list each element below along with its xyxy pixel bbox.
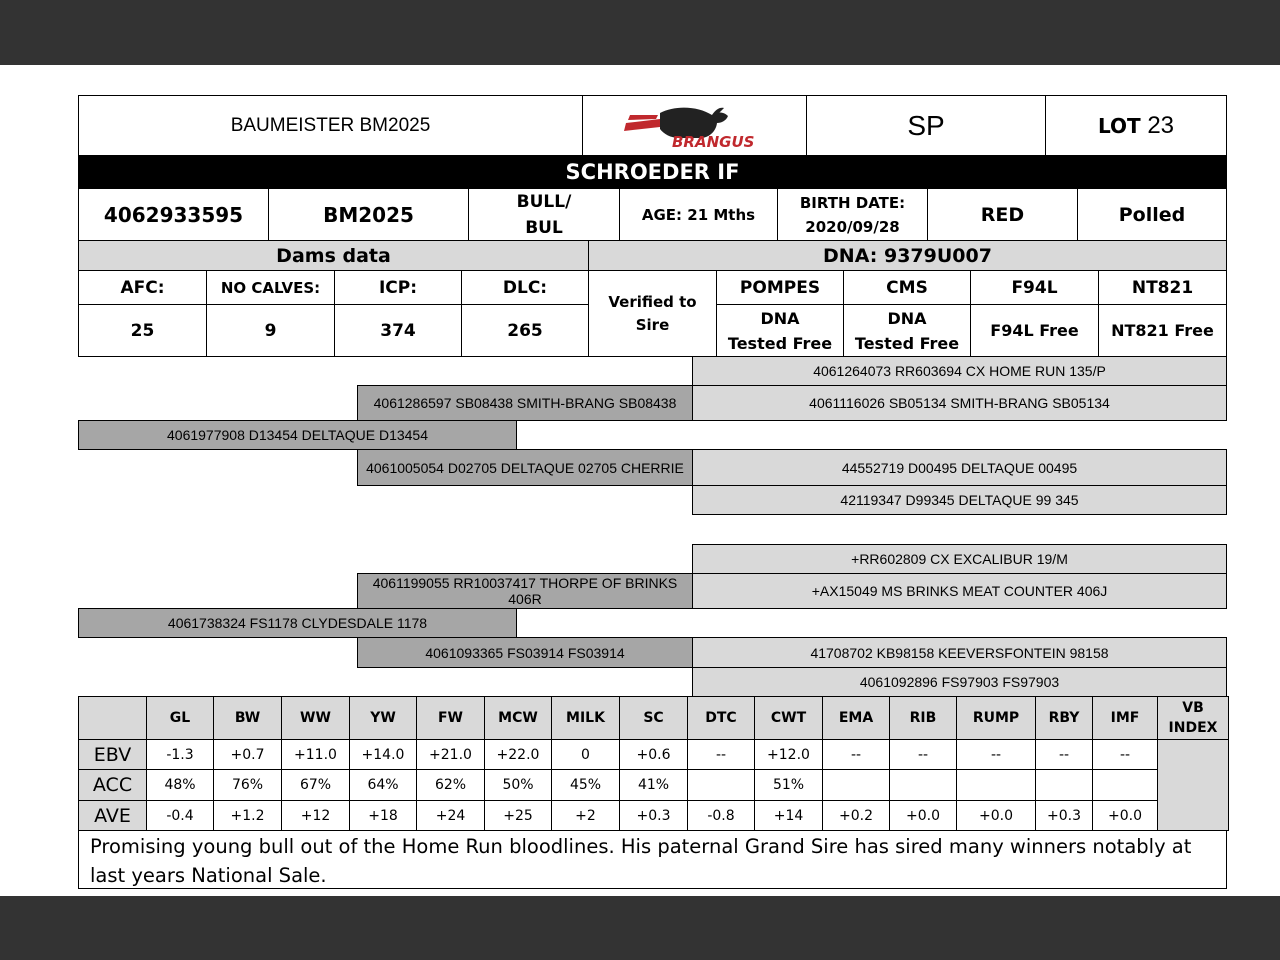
- pompes-line2: Tested Free: [727, 333, 833, 353]
- lot-number: 23: [1147, 111, 1175, 139]
- ave-cell: +0.3: [620, 801, 688, 831]
- dlc-header: DLC:: [461, 270, 589, 305]
- ave-cell: +18: [350, 801, 417, 831]
- ebv-row: [79, 740, 1229, 770]
- col-rby: RBY: [1036, 697, 1093, 740]
- acc-cell: 67%: [282, 770, 350, 801]
- ebv-header-row: [79, 697, 1229, 740]
- col-sc: SC: [620, 697, 688, 740]
- cms-value: [843, 304, 971, 357]
- f94l-header: F94L: [970, 270, 1099, 305]
- animal-name: BAUMEISTER BM2025: [78, 95, 583, 156]
- pompes-value: [716, 304, 844, 357]
- icp-header: ICP:: [334, 270, 462, 305]
- ave-row: [79, 801, 1229, 831]
- col-vb-index: [1158, 697, 1229, 740]
- lot-label: LOT: [1097, 113, 1141, 138]
- acc-cell: [823, 770, 890, 801]
- ebv-cell: --: [957, 740, 1036, 770]
- f94l-value: F94L Free: [970, 304, 1099, 357]
- ped-dd-dam: 4061092896 FS97903 FS97903: [692, 667, 1227, 697]
- ped-ds-dam: +AX15049 MS BRINKS MEAT COUNTER 406J: [692, 573, 1227, 609]
- ped-ss-sire: 4061264073 RR603694 CX HOME RUN 135/P: [692, 356, 1227, 386]
- ebv-cell: --: [688, 740, 755, 770]
- ped-ss-dam: 4061116026 SB05134 SMITH-BRANG SB05134: [692, 385, 1227, 421]
- sex-line2: BUL: [525, 217, 563, 238]
- acc-cell: 62%: [417, 770, 485, 801]
- ave-cell: +14: [755, 801, 823, 831]
- logo-text: BRANGUS: [671, 132, 754, 151]
- col-cwt: CWT: [755, 697, 823, 740]
- acc-cell: 50%: [485, 770, 552, 801]
- ebv-cell: 0: [552, 740, 620, 770]
- ped-ds-sire: +RR602809 CX EXCALIBUR 19/M: [692, 544, 1227, 574]
- bottom-bar: [0, 896, 1280, 960]
- col-rump: RUMP: [957, 697, 1036, 740]
- bull-logo-icon: [620, 101, 770, 151]
- ped-sire-sire: 4061286597 SB08438 SMITH-BRANG SB08438: [357, 385, 693, 421]
- pompes-line1: DNA: [760, 308, 800, 328]
- col-gl: GL: [147, 697, 214, 740]
- ebv-cell: +0.6: [620, 740, 688, 770]
- ped-sire-dam: 4061005054 D02705 DELTAQUE 02705 CHERRIE: [357, 449, 693, 486]
- sex-cell: [468, 188, 620, 241]
- ave-cell: +1.2: [214, 801, 282, 831]
- col-fw: FW: [417, 697, 485, 740]
- ebv-cell: +22.0: [485, 740, 552, 770]
- acc-cell: 48%: [147, 770, 214, 801]
- ave-cell: +2: [552, 801, 620, 831]
- vb-line2: INDEX: [1168, 720, 1218, 736]
- dlc-value: 265: [461, 304, 589, 357]
- dams-title: Dams data: [78, 240, 589, 271]
- acc-cell: [1036, 770, 1093, 801]
- nt821-value: NT821 Free: [1098, 304, 1227, 357]
- ebv-cell: +14.0: [350, 740, 417, 770]
- comment-text: Promising young bull out of the Home Run bloodlines. His paternal Grand Sire has sired many winners notably at last years National Sale.: [78, 830, 1227, 889]
- col-imf: IMF: [1093, 697, 1158, 740]
- col-rib: RIB: [890, 697, 957, 740]
- row-label-ave: AVE: [79, 801, 147, 831]
- acc-row: [79, 770, 1229, 801]
- animal-id: 4062933595: [78, 188, 269, 241]
- cms-header: CMS: [843, 270, 971, 305]
- ped-dd-sire: 41708702 KB98158 KEEVERSFONTEIN 98158: [692, 637, 1227, 668]
- ped-sire: 4061977908 D13454 DELTAQUE D13454: [78, 420, 517, 450]
- acc-cell: 51%: [755, 770, 823, 801]
- ped-sd-dam: 42119347 D99345 DELTAQUE 99 345: [692, 485, 1227, 515]
- ave-cell: +0.0: [890, 801, 957, 831]
- acc-cell: 41%: [620, 770, 688, 801]
- acc-cell: 45%: [552, 770, 620, 801]
- dna-title: DNA: 9379U007: [588, 240, 1227, 271]
- acc-cell: [957, 770, 1036, 801]
- ave-cell: -0.4: [147, 801, 214, 831]
- ebv-table: [78, 696, 1229, 831]
- ebv-cell: --: [890, 740, 957, 770]
- ave-cell: +0.0: [1093, 801, 1158, 831]
- birth-label: BIRTH DATE:: [799, 193, 906, 212]
- ebv-cell: +11.0: [282, 740, 350, 770]
- col-ema: EMA: [823, 697, 890, 740]
- no-calves-value: 9: [206, 304, 335, 357]
- ebv-cell: --: [1093, 740, 1158, 770]
- acc-cell: 76%: [214, 770, 282, 801]
- afc-header: AFC:: [78, 270, 207, 305]
- nt821-header: NT821: [1098, 270, 1227, 305]
- vb-index-value: [1158, 740, 1229, 831]
- page-title: SCHROEDER IF: [78, 156, 1227, 188]
- ave-cell: +25: [485, 801, 552, 831]
- col-milk: MILK: [552, 697, 620, 740]
- ebv-cell: +21.0: [417, 740, 485, 770]
- ebv-cell: +12.0: [755, 740, 823, 770]
- birth-cell: [777, 188, 928, 241]
- ave-cell: +0.0: [957, 801, 1036, 831]
- top-bar: [0, 0, 1280, 65]
- acc-cell: [688, 770, 755, 801]
- ave-cell: +0.2: [823, 801, 890, 831]
- no-calves-header: NO CALVES:: [206, 270, 335, 305]
- icp-value: 374: [334, 304, 462, 357]
- verified-line1: Verified to: [608, 292, 697, 311]
- ebv-cell: -1.3: [147, 740, 214, 770]
- acc-cell: [890, 770, 957, 801]
- col-bw: BW: [214, 697, 282, 740]
- ped-dam-dam: 4061093365 FS03914 FS03914: [357, 637, 693, 668]
- acc-cell: [1093, 770, 1158, 801]
- col-mcw: MCW: [485, 697, 552, 740]
- corner-cell: [79, 697, 147, 740]
- pompes-header: POMPES: [716, 270, 844, 305]
- col-yw: YW: [350, 697, 417, 740]
- horn-status: Polled: [1077, 188, 1227, 241]
- col-dtc: DTC: [688, 697, 755, 740]
- col-ww: WW: [282, 697, 350, 740]
- color: RED: [927, 188, 1078, 241]
- sex-line1: BULL/: [516, 191, 572, 212]
- age: AGE: 21 Mths: [619, 188, 778, 241]
- brangus-logo: [582, 95, 807, 156]
- ave-cell: +0.3: [1036, 801, 1093, 831]
- vb-line1: VB: [1182, 700, 1204, 716]
- row-label-ebv: EBV: [79, 740, 147, 770]
- verified-line2: Sire: [635, 315, 670, 334]
- animal-tag: BM2025: [268, 188, 469, 241]
- ave-cell: +24: [417, 801, 485, 831]
- cms-line1: DNA: [887, 308, 927, 328]
- ped-sd-sire: 44552719 D00495 DELTAQUE 00495: [692, 449, 1227, 486]
- ebv-cell: +0.7: [214, 740, 282, 770]
- ebv-cell: --: [1036, 740, 1093, 770]
- cms-line2: Tested Free: [854, 333, 960, 353]
- lot-cell: [1045, 95, 1227, 156]
- sp-label: SP: [806, 95, 1046, 156]
- afc-value: 25: [78, 304, 207, 357]
- ave-cell: -0.8: [688, 801, 755, 831]
- verified-cell: [588, 270, 717, 357]
- row-label-acc: ACC: [79, 770, 147, 801]
- ebv-cell: --: [823, 740, 890, 770]
- ped-dam-sire: 4061199055 RR10037417 THORPE OF BRINKS 406R: [357, 573, 693, 609]
- birth-date: 2020/09/28: [805, 217, 900, 236]
- acc-cell: 64%: [350, 770, 417, 801]
- ped-dam: 4061738324 FS1178 CLYDESDALE 1178: [78, 608, 517, 638]
- ave-cell: +12: [282, 801, 350, 831]
